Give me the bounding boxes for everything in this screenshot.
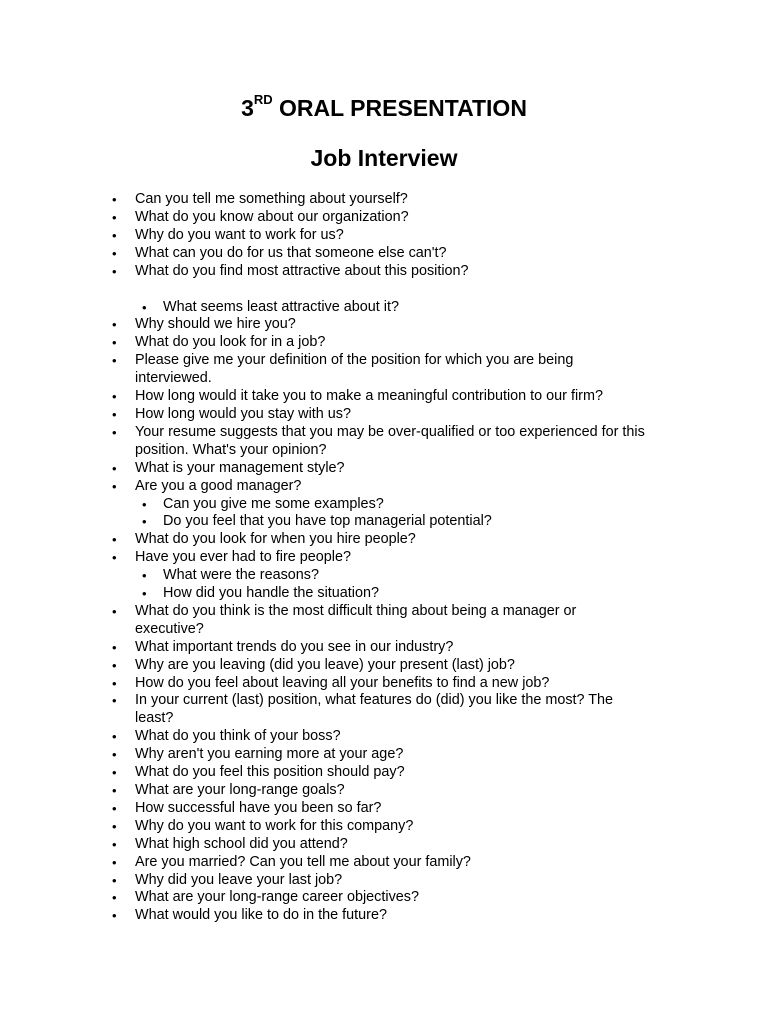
bullet-icon: • <box>112 836 117 852</box>
question-text: How successful have you been so far? <box>135 799 382 816</box>
question-text: Your resume suggests that you may be over-qualified or too experienced for this position. What's your opinion? <box>135 423 645 458</box>
list-item <box>0 818 647 836</box>
bullet-icon: • <box>112 406 117 422</box>
sub-list-item <box>0 513 647 531</box>
bullet-icon: • <box>112 209 117 225</box>
question-text: How long would you stay with us? <box>135 405 351 422</box>
bullet-icon: • <box>112 639 117 655</box>
question-text: What do you look for in a job? <box>135 334 326 351</box>
question-text: What do you know about our organization? <box>135 208 409 225</box>
question-text: What were the reasons? <box>163 567 319 584</box>
question-text: What can you do for us that someone else can't? <box>135 244 447 261</box>
list-item <box>0 191 647 209</box>
bullet-icon: • <box>142 496 147 512</box>
bullet-icon: • <box>112 460 117 476</box>
bullet-icon: • <box>112 872 117 888</box>
question-text: What important trends do you see in our industry? <box>135 638 454 655</box>
question-text: Can you tell me something about yourself? <box>135 191 408 207</box>
bullet-icon: • <box>112 603 117 619</box>
question-text: What seems least attractive about it? <box>163 298 399 315</box>
list-item <box>0 800 647 818</box>
list-item <box>0 764 647 782</box>
question-text: Are you a good manager? <box>135 477 302 494</box>
list-item <box>0 675 647 693</box>
list-item <box>0 531 647 549</box>
bullet-icon: • <box>112 550 117 566</box>
list-item <box>0 334 647 352</box>
question-text: Can you give me some examples? <box>163 495 384 512</box>
bullet-icon: • <box>112 353 117 369</box>
question-text: How did you handle the situation? <box>163 585 380 602</box>
list-item <box>0 603 647 639</box>
bullet-icon: • <box>112 890 117 906</box>
bullet-icon: • <box>112 389 117 405</box>
list-item <box>0 352 647 388</box>
sub-list-item <box>0 585 647 603</box>
question-text: What do you look for when you hire people? <box>135 531 416 548</box>
question-text: What do you find most attractive about this position? <box>135 262 469 279</box>
question-text: How long would it take you to make a meaningful contribution to our firm? <box>135 388 603 405</box>
list-item <box>0 227 647 245</box>
bullet-icon: • <box>112 693 117 709</box>
sub-list-item <box>0 299 647 317</box>
bullet-icon: • <box>112 854 117 870</box>
bullet-icon: • <box>112 765 117 781</box>
bullet-icon: • <box>112 263 117 279</box>
question-text: What do you think is the most difficult thing about being a manager or executive? <box>135 602 577 637</box>
list-item <box>0 549 647 567</box>
list-item <box>0 907 647 925</box>
bullet-icon: • <box>112 424 117 440</box>
bullet-icon: • <box>142 514 147 530</box>
list-item <box>0 692 647 728</box>
list-item <box>0 836 647 854</box>
bullet-icon: • <box>112 532 117 548</box>
list-item <box>0 316 647 334</box>
question-text: Have you ever had to fire people? <box>135 549 352 566</box>
list-item <box>0 728 647 746</box>
bullet-icon: • <box>142 586 147 602</box>
question-text: Why should we hire you? <box>135 316 296 333</box>
page-title <box>0 94 768 122</box>
list-item <box>0 460 647 478</box>
bullet-icon: • <box>112 317 117 333</box>
bullet-icon: • <box>142 568 147 584</box>
question-list <box>0 191 768 925</box>
question-text: What do you think of your boss? <box>135 728 341 745</box>
bullet-icon: • <box>112 818 117 834</box>
question-text: Why are you leaving (did you leave) your present (last) job? <box>135 656 515 673</box>
question-text: Why did you leave your last job? <box>135 871 343 888</box>
list-item <box>0 209 647 227</box>
question-text: Are you married? Can you tell me about your family? <box>135 853 471 870</box>
list-item <box>0 639 647 657</box>
list-item <box>0 263 647 281</box>
bullet-icon: • <box>112 747 117 763</box>
question-text: How do you feel about leaving all your benefits to find a new job? <box>135 674 550 691</box>
list-item <box>0 388 647 406</box>
title-number: 3 <box>241 95 254 121</box>
bullet-icon: • <box>112 335 117 351</box>
bullet-icon: • <box>112 192 117 207</box>
question-text: What would you like to do in the future? <box>135 907 387 924</box>
bullet-icon: • <box>112 908 117 924</box>
question-text: Please give me your definition of the position for which you are being interviewed. <box>135 352 574 387</box>
question-text: Why do you want to work for this company? <box>135 817 414 834</box>
list-item <box>0 782 647 800</box>
list-item <box>0 872 647 890</box>
list-item <box>0 478 647 496</box>
list-item <box>0 245 647 263</box>
list-item <box>0 746 647 764</box>
bullet-icon: • <box>112 657 117 673</box>
bullet-icon: • <box>142 299 147 315</box>
page-subtitle: Job Interview <box>310 145 458 171</box>
sub-list-item <box>0 496 647 514</box>
question-text: What are your long-range goals? <box>135 782 345 798</box>
question-text: What do you feel this position should pay? <box>135 764 405 781</box>
sub-list-item <box>0 567 647 585</box>
question-text: What are your long-range career objectives? <box>135 889 419 906</box>
list-item <box>0 889 647 907</box>
question-text: Why do you want to work for us? <box>135 226 344 243</box>
question-text: What is your management style? <box>135 459 345 476</box>
list-item <box>0 406 647 424</box>
title-text: ORAL PRESENTATION <box>279 95 527 121</box>
list-item <box>0 657 647 675</box>
bullet-icon: • <box>112 675 117 691</box>
list-item <box>0 854 647 872</box>
list-item <box>0 424 647 460</box>
bullet-icon: • <box>112 783 117 798</box>
bullet-icon: • <box>112 245 117 261</box>
bullet-icon: • <box>112 478 117 494</box>
bullet-icon: • <box>112 227 117 243</box>
bullet-icon: • <box>112 729 117 745</box>
bullet-icon: • <box>112 800 117 816</box>
title-superscript: RD <box>253 92 273 108</box>
question-text: Do you feel that you have top managerial potential? <box>163 513 492 530</box>
question-text: Why aren't you earning more at your age? <box>135 746 404 763</box>
question-text: What high school did you attend? <box>135 835 348 852</box>
question-text: In your current (last) position, what features do (did) you like the most? The least? <box>135 692 614 727</box>
